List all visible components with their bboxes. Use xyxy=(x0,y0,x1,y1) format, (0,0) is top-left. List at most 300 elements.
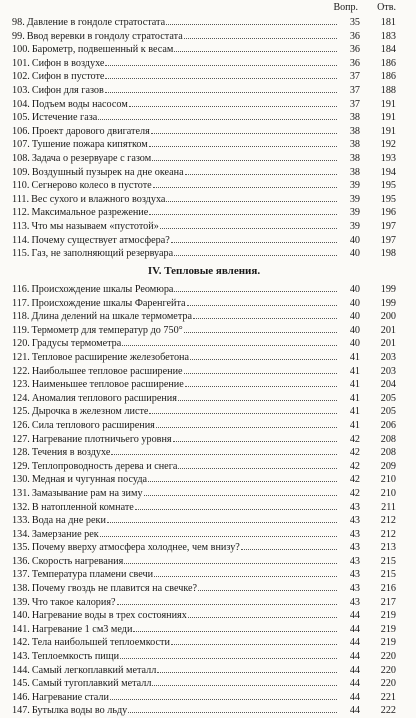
entry-number: 123. xyxy=(12,379,30,391)
question-page: 44 xyxy=(349,623,360,635)
dot-leader xyxy=(173,432,337,442)
dot-leader xyxy=(120,649,337,659)
entry-number: 106. xyxy=(12,125,30,137)
dot-leader xyxy=(157,663,337,673)
question-page: 38 xyxy=(349,112,360,124)
entry-number: 141. xyxy=(12,623,30,635)
entry-title: Газ, не заполняющий резервуара xyxy=(31,248,174,260)
toc-row xyxy=(12,83,396,97)
answer-page: 208 xyxy=(380,433,396,445)
toc-row xyxy=(12,282,396,296)
toc-row xyxy=(12,472,396,486)
answer-page: 203 xyxy=(380,365,396,377)
entry-title: Термометр для температур до 750° xyxy=(31,324,183,336)
question-page: 35 xyxy=(349,17,360,28)
entry-number: 126. xyxy=(12,419,30,431)
answer-page: 194 xyxy=(380,166,396,178)
toc-row xyxy=(12,703,396,717)
answer-page: 220 xyxy=(380,678,396,690)
entry-title: Тушение пожара кипятком xyxy=(31,139,148,151)
toc-list-bottom xyxy=(12,282,396,717)
dot-leader xyxy=(171,233,337,243)
entry-title: Воздушный пузырек на дне океана xyxy=(31,166,184,178)
dot-leader xyxy=(128,703,337,713)
entry-title: Аномалия теплового расширения xyxy=(31,392,177,404)
toc-row xyxy=(12,649,396,663)
toc-row xyxy=(12,15,396,29)
answer-page: 205 xyxy=(380,392,396,404)
toc-row xyxy=(12,110,396,124)
answer-page: 199 xyxy=(380,284,396,295)
entry-title: Скорость нагревания xyxy=(31,555,124,567)
answer-page: 212 xyxy=(380,528,396,540)
entry-title: Что мы называем «пустотой» xyxy=(31,220,159,232)
dot-leader xyxy=(156,418,337,428)
toc-row xyxy=(12,364,396,378)
entry-title: Ввод веревки в гондолу стратостата xyxy=(26,30,183,42)
answer-page: 206 xyxy=(380,419,396,431)
toc-row xyxy=(12,404,396,418)
answer-page: 198 xyxy=(380,248,396,260)
toc-row xyxy=(12,219,396,233)
entry-title: Медная и чугунная посуда xyxy=(31,474,148,486)
entry-title: Самый тугоплавкий металл xyxy=(31,678,152,690)
answer-page: 200 xyxy=(380,311,396,323)
toc-row xyxy=(12,69,396,83)
entry-number: 142. xyxy=(12,637,30,649)
toc-row xyxy=(12,676,396,690)
answer-page: 181 xyxy=(380,17,396,28)
toc-row xyxy=(12,513,396,527)
answer-page: 222 xyxy=(380,705,396,717)
entry-number: 108. xyxy=(12,152,30,164)
entry-title: Сила теплового расширения xyxy=(31,419,155,431)
question-page: 37 xyxy=(349,84,360,96)
question-page: 36 xyxy=(349,30,360,42)
entry-number: 124. xyxy=(12,392,30,404)
answer-page: 193 xyxy=(380,152,396,164)
question-page: 42 xyxy=(349,474,360,486)
entry-title: Проект дарового двигателя xyxy=(31,125,150,137)
toc-row xyxy=(12,56,396,70)
question-page: 44 xyxy=(349,705,360,717)
entry-title: Максимальное разрежение xyxy=(31,207,149,219)
entry-number: 146. xyxy=(12,691,30,703)
question-page: 40 xyxy=(349,324,360,336)
dot-leader xyxy=(187,296,337,306)
entry-title: Происхождение шкалы Реомюра xyxy=(31,284,174,295)
entry-number: 130. xyxy=(12,474,30,486)
toc-row xyxy=(12,486,396,500)
question-page: 41 xyxy=(349,419,360,431)
entry-number: 102. xyxy=(12,71,30,83)
question-page: 36 xyxy=(349,44,360,56)
dot-leader xyxy=(148,472,337,482)
entry-title: Замерзание рек xyxy=(31,528,99,540)
question-page: 40 xyxy=(349,297,360,309)
question-page: 43 xyxy=(349,542,360,554)
entry-number: 125. xyxy=(12,406,30,418)
entry-number: 115. xyxy=(12,248,30,260)
entry-title: Происхождение шкалы Фаренгейта xyxy=(31,297,186,309)
dot-leader xyxy=(152,676,337,686)
entry-title: Тепловое расширение железобетона xyxy=(31,351,190,363)
question-page: 38 xyxy=(349,139,360,151)
dot-leader xyxy=(166,192,337,202)
entry-number: 111. xyxy=(12,193,30,205)
entry-number: 118. xyxy=(12,311,30,323)
entry-title: Вес сухого и влажного воздуха xyxy=(31,193,166,205)
entry-title: Наибольшее тепловое расширение xyxy=(31,365,183,377)
entry-number: 129. xyxy=(12,460,30,472)
dot-leader xyxy=(184,323,337,333)
dot-leader xyxy=(198,581,337,591)
dot-leader xyxy=(178,391,337,401)
answer-page: 197 xyxy=(380,220,396,232)
entry-number: 127. xyxy=(12,433,30,445)
answer-page: 196 xyxy=(380,207,396,219)
entry-number: 103. xyxy=(12,84,30,96)
entry-title: Подъем воды насосом xyxy=(31,98,128,110)
question-page: 37 xyxy=(349,98,360,110)
dot-leader xyxy=(151,124,337,134)
dot-leader xyxy=(185,377,337,387)
dot-leader xyxy=(153,178,337,188)
toc-row xyxy=(12,165,396,179)
entry-title: Температура пламени свечи xyxy=(31,569,154,581)
entry-number: 137. xyxy=(12,569,30,581)
question-page: 39 xyxy=(349,193,360,205)
question-page: 38 xyxy=(349,125,360,137)
entry-number: 147. xyxy=(12,705,30,717)
toc-row xyxy=(12,418,396,432)
entry-title: Почему существует атмосфера? xyxy=(31,234,170,246)
entry-number: 143. xyxy=(12,651,30,663)
toc-row xyxy=(12,622,396,636)
toc-row xyxy=(12,323,396,337)
dot-leader xyxy=(149,404,337,414)
toc-row xyxy=(12,205,396,219)
question-page: 40 xyxy=(349,311,360,323)
dot-leader xyxy=(160,219,337,229)
toc-row xyxy=(12,595,396,609)
entry-title: Самый легкоплавкий металл xyxy=(31,664,157,676)
question-page: 43 xyxy=(349,569,360,581)
toc-row xyxy=(12,500,396,514)
dot-leader xyxy=(133,622,337,632)
question-page: 40 xyxy=(349,338,360,350)
toc-row xyxy=(12,296,396,310)
question-page: 40 xyxy=(349,284,360,295)
entry-title: Длина делений на шкале термометра xyxy=(31,311,193,323)
entry-title: Истечение газа xyxy=(31,112,98,124)
entry-number: 136. xyxy=(12,555,30,567)
question-page: 42 xyxy=(349,433,360,445)
answer-page: 220 xyxy=(380,664,396,676)
question-page: 37 xyxy=(349,71,360,83)
answer-page: 213 xyxy=(380,542,396,554)
question-page: 41 xyxy=(349,406,360,418)
entry-number: 139. xyxy=(12,596,30,608)
entry-title: Нагревание плотничьего уровня xyxy=(31,433,172,445)
entry-number: 110. xyxy=(12,180,30,192)
answer-page: 204 xyxy=(380,379,396,391)
entry-number: 101. xyxy=(12,57,30,69)
question-page: 36 xyxy=(349,57,360,69)
entry-number: 144. xyxy=(12,664,30,676)
answer-page: 201 xyxy=(380,338,396,350)
dot-leader xyxy=(185,165,337,175)
question-page: 42 xyxy=(349,460,360,472)
question-page: 43 xyxy=(349,596,360,608)
toc-row xyxy=(12,690,396,704)
toc-row xyxy=(12,567,396,581)
entry-title: Наименьшее тепловое расширение xyxy=(31,379,184,391)
question-page: 43 xyxy=(349,501,360,513)
dot-leader xyxy=(178,459,337,469)
question-page: 38 xyxy=(349,152,360,164)
answer-page: 188 xyxy=(380,84,396,96)
answer-page: 191 xyxy=(380,125,396,137)
answer-page: 210 xyxy=(380,487,396,499)
question-page: 41 xyxy=(349,365,360,377)
column-header xyxy=(12,2,396,16)
answer-page: 192 xyxy=(380,139,396,151)
answer-page: 219 xyxy=(380,623,396,635)
question-page: 42 xyxy=(349,447,360,459)
answer-page: 197 xyxy=(380,234,396,246)
entry-number: 131. xyxy=(12,487,30,499)
dot-leader xyxy=(105,83,337,93)
answer-page: 217 xyxy=(380,596,396,608)
entry-number: 138. xyxy=(12,583,30,595)
toc-row xyxy=(12,246,396,260)
question-page: 42 xyxy=(349,487,360,499)
answer-page: 215 xyxy=(380,555,396,567)
entry-number: 114. xyxy=(12,234,30,246)
question-page: 38 xyxy=(349,166,360,178)
dot-leader xyxy=(144,486,337,496)
dot-leader xyxy=(190,350,337,360)
toc-row xyxy=(12,581,396,595)
answer-page: 219 xyxy=(380,637,396,649)
toc-row xyxy=(12,151,396,165)
entry-title: Замазывание рам на зиму xyxy=(31,487,143,499)
dot-leader xyxy=(135,500,337,510)
toc-row xyxy=(12,445,396,459)
answer-page: 186 xyxy=(380,71,396,83)
question-page: 43 xyxy=(349,583,360,595)
answer-page: 199 xyxy=(380,297,396,309)
question-page: 39 xyxy=(349,180,360,192)
dot-leader xyxy=(174,246,337,256)
answer-page: 184 xyxy=(380,44,396,56)
entry-title: Сифон в пустоте xyxy=(31,71,105,83)
answer-page: 216 xyxy=(380,583,396,595)
answer-page: 220 xyxy=(380,651,396,663)
toc-row xyxy=(12,42,396,56)
entry-title: Барометр, подвешенный к весам xyxy=(31,44,174,56)
entry-number: 119. xyxy=(12,324,30,336)
entry-title: В натопленной комнате xyxy=(31,501,134,513)
entry-title: Давление в гондоле стратостата xyxy=(26,17,166,28)
answer-page: 191 xyxy=(380,112,396,124)
dot-leader xyxy=(122,336,337,346)
entry-number: 140. xyxy=(12,610,30,622)
entry-title: Сифон для газов xyxy=(31,84,104,96)
entry-title: Бутылка воды во льду xyxy=(31,705,128,717)
question-page: 44 xyxy=(349,691,360,703)
dot-leader xyxy=(184,364,337,374)
answer-page: 211 xyxy=(381,501,396,513)
toc-row xyxy=(12,97,396,111)
toc-row xyxy=(12,178,396,192)
dot-leader xyxy=(174,42,337,52)
toc-row xyxy=(12,124,396,138)
entry-title: Задача о резервуаре с газом xyxy=(31,152,152,164)
question-page: 40 xyxy=(349,248,360,260)
answer-page: 203 xyxy=(380,351,396,363)
question-page: 39 xyxy=(349,207,360,219)
answer-page: 201 xyxy=(380,324,396,336)
entry-number: 145. xyxy=(12,678,30,690)
dot-leader xyxy=(111,445,337,455)
question-page: 44 xyxy=(349,610,360,622)
toc-row xyxy=(12,192,396,206)
dot-leader xyxy=(149,137,337,147)
toc-row xyxy=(12,459,396,473)
entry-title: Тела наибольшей теплоемкости xyxy=(31,637,170,649)
question-page: 44 xyxy=(349,664,360,676)
entry-number: 117. xyxy=(12,297,30,309)
dot-leader xyxy=(174,282,337,292)
entry-number: 135. xyxy=(12,542,30,554)
answer-page: 195 xyxy=(380,180,396,192)
entry-title: Теплоемкость пищи xyxy=(31,651,120,663)
questions-column-label: Вопр. xyxy=(333,2,358,13)
dot-leader xyxy=(117,595,337,605)
entry-title: Вода на дне реки xyxy=(31,515,106,527)
entry-title: Теплопроводность дерева и снега xyxy=(31,460,178,472)
entry-number: 112. xyxy=(12,207,30,219)
entry-title: Почему гвоздь не плавится на свечке? xyxy=(31,583,198,595)
entry-title: Нагревание воды в трех состояниях xyxy=(31,610,187,622)
entry-number: 104. xyxy=(12,98,30,110)
toc-row xyxy=(12,608,396,622)
entry-number: 133. xyxy=(12,515,30,527)
entry-number: 116. xyxy=(12,284,30,295)
dot-leader xyxy=(188,608,337,618)
entry-number: 109. xyxy=(12,166,30,178)
dot-leader xyxy=(105,69,337,79)
entry-title: Сегнерово колесо в пустоте xyxy=(31,180,152,192)
question-page: 41 xyxy=(349,379,360,391)
question-page: 44 xyxy=(349,678,360,690)
dot-leader xyxy=(193,309,337,319)
entry-title: Течения в воздухе xyxy=(31,447,111,459)
entry-title: Сифон в воздухе xyxy=(31,57,105,69)
toc-row xyxy=(12,635,396,649)
answers-column-label: Отв. xyxy=(377,2,396,13)
entry-number: 122. xyxy=(12,365,30,377)
question-page: 43 xyxy=(349,555,360,567)
toc-row xyxy=(12,377,396,391)
entry-number: 107. xyxy=(12,139,30,151)
entry-number: 105. xyxy=(12,112,30,124)
answer-page: 212 xyxy=(380,515,396,527)
dot-leader xyxy=(149,205,337,215)
toc-row xyxy=(12,391,396,405)
dot-leader xyxy=(124,554,337,564)
dot-leader xyxy=(166,15,337,25)
toc-row xyxy=(12,336,396,350)
dot-leader xyxy=(152,151,337,161)
answer-page: 183 xyxy=(380,30,396,42)
entry-title: Почему вверху атмосфера холоднее, чем внизу? xyxy=(31,542,240,554)
answer-page: 219 xyxy=(380,610,396,622)
question-page: 39 xyxy=(349,220,360,232)
entry-number: 134. xyxy=(12,528,30,540)
answer-page: 186 xyxy=(380,57,396,69)
entry-title: Что такое калория? xyxy=(31,596,116,608)
toc-row xyxy=(12,29,396,43)
answer-page: 221 xyxy=(380,691,396,703)
entry-number: 128. xyxy=(12,447,30,459)
answer-page: 205 xyxy=(380,406,396,418)
entry-number: 99. xyxy=(12,30,25,42)
dot-leader xyxy=(110,690,337,700)
toc-row xyxy=(12,432,396,446)
section-heading: IV. Тепловые явления. xyxy=(147,265,261,277)
answer-page: 215 xyxy=(380,569,396,581)
answer-page: 209 xyxy=(380,460,396,472)
toc-row xyxy=(12,137,396,151)
dot-leader xyxy=(241,540,337,550)
toc-row xyxy=(12,527,396,541)
entry-title: Дырочка в железном листе xyxy=(31,406,149,418)
answer-page: 195 xyxy=(380,193,396,205)
dot-leader xyxy=(98,110,337,120)
toc-list-top xyxy=(12,15,396,260)
question-page: 41 xyxy=(349,351,360,363)
question-page: 44 xyxy=(349,651,360,663)
question-page: 40 xyxy=(349,234,360,246)
dot-leader xyxy=(154,567,337,577)
answer-page: 210 xyxy=(380,474,396,486)
toc-row xyxy=(12,663,396,677)
dot-leader xyxy=(129,97,337,107)
dot-leader xyxy=(105,56,337,66)
entry-number: 100. xyxy=(12,44,30,56)
toc-row xyxy=(12,554,396,568)
toc-row xyxy=(12,309,396,323)
question-page: 43 xyxy=(349,515,360,527)
dot-leader xyxy=(100,527,337,537)
entry-title: Нагревание стали xyxy=(31,691,109,703)
question-page: 41 xyxy=(349,392,360,404)
question-page: 43 xyxy=(349,528,360,540)
entry-number: 98. xyxy=(12,17,25,28)
answer-page: 191 xyxy=(380,98,396,110)
toc-row xyxy=(12,350,396,364)
entry-title: Нагревание 1 см3 меди xyxy=(31,623,133,635)
toc-row xyxy=(12,540,396,554)
question-page: 44 xyxy=(349,637,360,649)
entry-title: Градусы термометра xyxy=(31,338,122,350)
dot-leader xyxy=(171,635,337,645)
entry-number: 132. xyxy=(12,501,30,513)
dot-leader xyxy=(107,513,337,523)
